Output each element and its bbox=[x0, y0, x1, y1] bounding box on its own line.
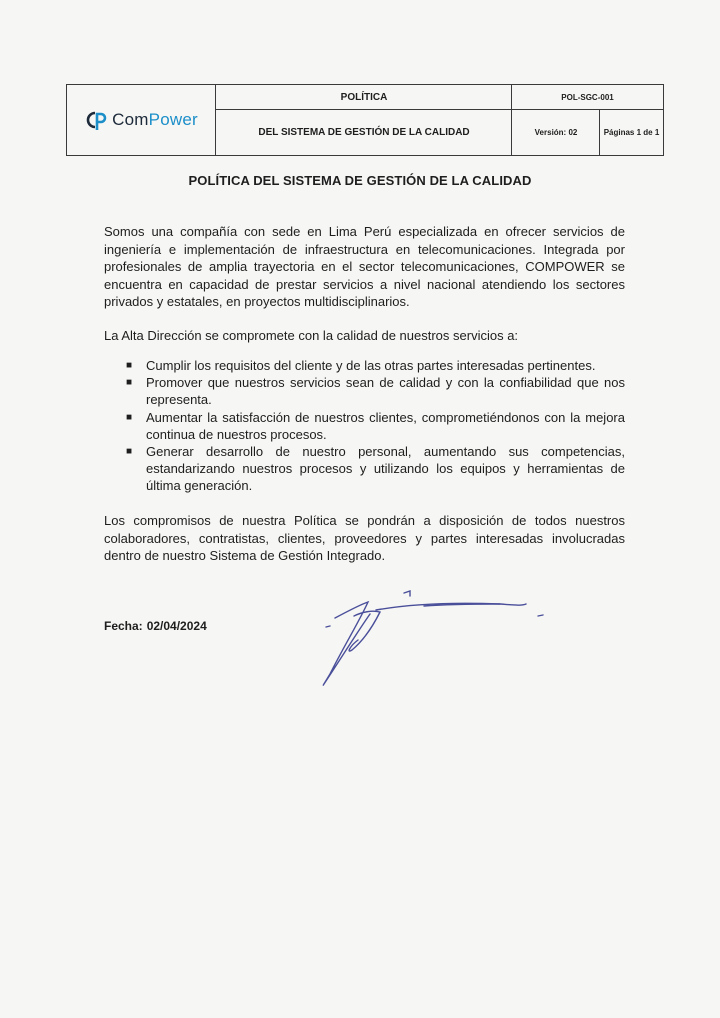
bullet-icon: ■ bbox=[126, 446, 133, 458]
signature-image bbox=[300, 584, 560, 694]
list-item: ■ Aumentar la satisfacción de nuestros clientes, comprometiéndonos con la mejora continua de nuestros procesos. bbox=[126, 409, 625, 442]
doc-code: POL-SGC-001 bbox=[561, 93, 614, 102]
bullet-icon: ■ bbox=[126, 360, 133, 371]
doc-type-label: POLÍTICA bbox=[340, 92, 388, 103]
date-line bbox=[104, 619, 207, 633]
document-header-table bbox=[66, 84, 664, 156]
list-item: ■ Cumplir los requisitos del cliente y de las otras partes interesadas pertinentes. bbox=[126, 358, 596, 373]
date-label: Fecha: bbox=[104, 619, 143, 633]
list-item: ■ Generar desarrollo de nuestro personal, aumentando sus competencias, estandarizando nuestros procesos y utilizando los equipos y herramientas de última generación. bbox=[126, 444, 625, 494]
intro-paragraph: Somos una compañía con sede en Lima Perú especializada en ofrecer servicios de ingeniería e implementación de infraestructura en telecomunicaciones. Integrada por profesionales de amplia trayectoria en el sector telecomunicaciones, COMPOWER se encuentra en capacidad de prestar servicios a nivel nacional atendiendo los sectores privados y estatales, en proyectos multidisciplinarios. bbox=[104, 224, 625, 310]
company-name: ComPower bbox=[112, 110, 198, 129]
date-value: 02/04/2024 bbox=[146, 619, 207, 633]
closing-paragraph: Los compromisos de nuestra Política se pondrán a disposición de todos nuestros colaboradores, contratistas, clientes, proveedores y partes interesadas involucradas dentro de nuestro Sistema de Gestión Integrado. bbox=[104, 513, 625, 564]
doc-pages: Páginas 1 de 1 bbox=[603, 128, 660, 137]
doc-version: Versión: 02 bbox=[534, 128, 578, 137]
bullet-icon: ■ bbox=[126, 411, 133, 423]
list-item: ■ Promover que nuestros servicios sean de calidad y con la confiabilidad que nos representa. bbox=[126, 375, 625, 408]
bullet-icon: ■ bbox=[126, 377, 133, 389]
company-logo bbox=[67, 85, 216, 155]
commitments-list bbox=[104, 357, 625, 495]
doc-subtitle-label: DEL SISTEMA DE GESTIÓN DE LA CALIDAD bbox=[258, 127, 470, 138]
compower-logo-icon bbox=[85, 108, 109, 132]
page-title: POLÍTICA DEL SISTEMA DE GESTIÓN DE LA CALIDAD bbox=[188, 173, 532, 188]
commitment-intro: La Alta Dirección se compromete con la calidad de nuestros servicios a: bbox=[104, 328, 519, 343]
